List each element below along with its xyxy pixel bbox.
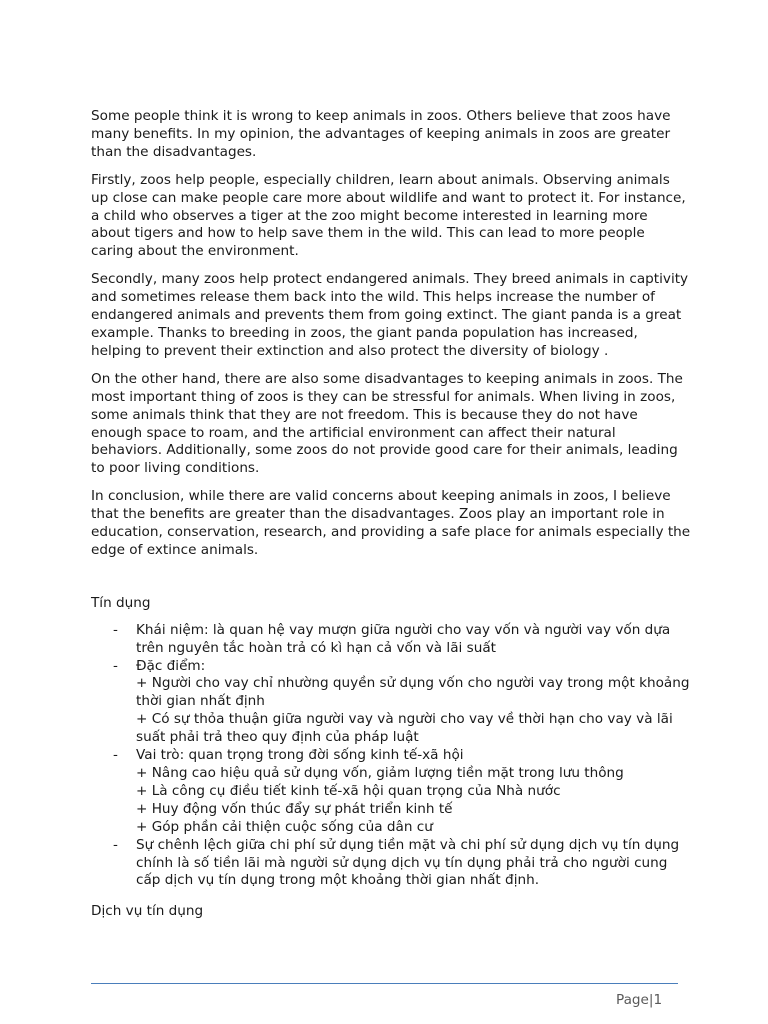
sub-item: + Huy động vốn thúc đẩy sự phát triển kinh tế	[136, 800, 453, 817]
essay-paragraph-disadvantages: On the other hand, there are also some disadvantages to keeping animals in zoos. The most important thing of zoos is they can be stressful for animals. When living in zoos, some animals think that they are not freedom. This is because they do not have enough space to roam, and the artificial environment can affect their natural behaviors. Additionally, some zoos do not provide good care for their animals, leading to poor living conditions.	[91, 370, 683, 477]
list-item-role	[91, 747, 691, 837]
document-body	[91, 108, 691, 921]
list-item-text: Khái niệm: là quan hệ vay mượn giữa người cho vay vốn và người vay vốn dựa trên nguyên tắc hoàn trả có kì hạn cả vốn và lãi suất	[136, 621, 671, 656]
section-heading-credit-service: Dịch vụ tín dụng	[91, 903, 204, 920]
essay-paragraph-secondly: Secondly, many zoos help protect endangered animals. They breed animals in captivity and sometimes release them back into the wild. This helps increase the number of endangered animals and prevents them from going extinct. The giant panda is a great example. Thanks to breeding in zoos, the giant panda population has increased, helping to prevent their extinction and also protect the diversity of biology .	[91, 271, 689, 359]
sub-item: + Là công cụ điều tiết kinh tế-xã hội quan trọng của Nhà nước	[136, 782, 561, 799]
sub-item: + Nâng cao hiệu quả sử dụng vốn, giảm lượng tiền mặt trong lưu thông	[136, 765, 624, 781]
footer-divider	[91, 983, 678, 984]
list-bullet: -	[113, 836, 118, 853]
list-item-text: Đặc điểm:	[136, 657, 206, 674]
essay-paragraph-conclusion: In conclusion, while there are valid concerns about keeping animals in zoos, I believe that the benefits are greater than the disadvantages. Zoos play an important role in education, conservation, research, and providing a safe place for animals especially the edge of extince animals.	[91, 488, 691, 558]
sub-item: + Có sự thỏa thuận giữa người vay và người cho vay về thời hạn cho vay và lãi suất phải trả theo quy định của pháp luật	[136, 711, 673, 746]
essay-paragraph-firstly: Firstly, zoos help people, especially children, learn about animals. Observing animals up close can make people care more about wildlife and want to protect it. For instance, a child who observes a tiger at the zoo might become interested in learning more about tigers and how to help save them in the wild. This can lead to more people caring about the environment.	[91, 171, 686, 260]
list-item-cost-difference	[91, 837, 691, 891]
list-item-characteristics	[91, 658, 691, 748]
list-bullet: -	[113, 621, 118, 638]
list-bullet: -	[113, 747, 118, 764]
list-item-concept	[91, 622, 691, 658]
sub-item: + Người cho vay chỉ nhường quyền sử dụng vốn cho người vay trong một khoảng thời gian nhất định	[136, 675, 690, 710]
list-bullet: -	[113, 657, 118, 674]
essay-paragraph-intro: Some people think it is wrong to keep animals in zoos. Others believe that zoos have many benefits. In my opinion, the advantages of keeping animals in zoos are greater than the disadvantages.	[91, 108, 671, 160]
page-number: Page|1	[616, 992, 663, 1008]
section-heading-credit: Tín dụng	[91, 594, 151, 611]
credit-list	[91, 622, 691, 891]
sub-item: + Góp phần cải thiện cuộc sống của dân cư	[136, 818, 433, 835]
list-item-text: Sự chênh lệch giữa chi phí sử dụng tiền mặt và chi phí sử dụng dịch vụ tín dụng chính là số tiền lãi mà người sử dụng dịch vụ tín dụng phải trả cho người cung cấp dịch vụ tín dụng trong một khoảng thời gian nhất định.	[136, 836, 680, 889]
list-item-text: Vai trò: quan trọng trong đời sống kinh tế-xã hội	[136, 747, 464, 764]
